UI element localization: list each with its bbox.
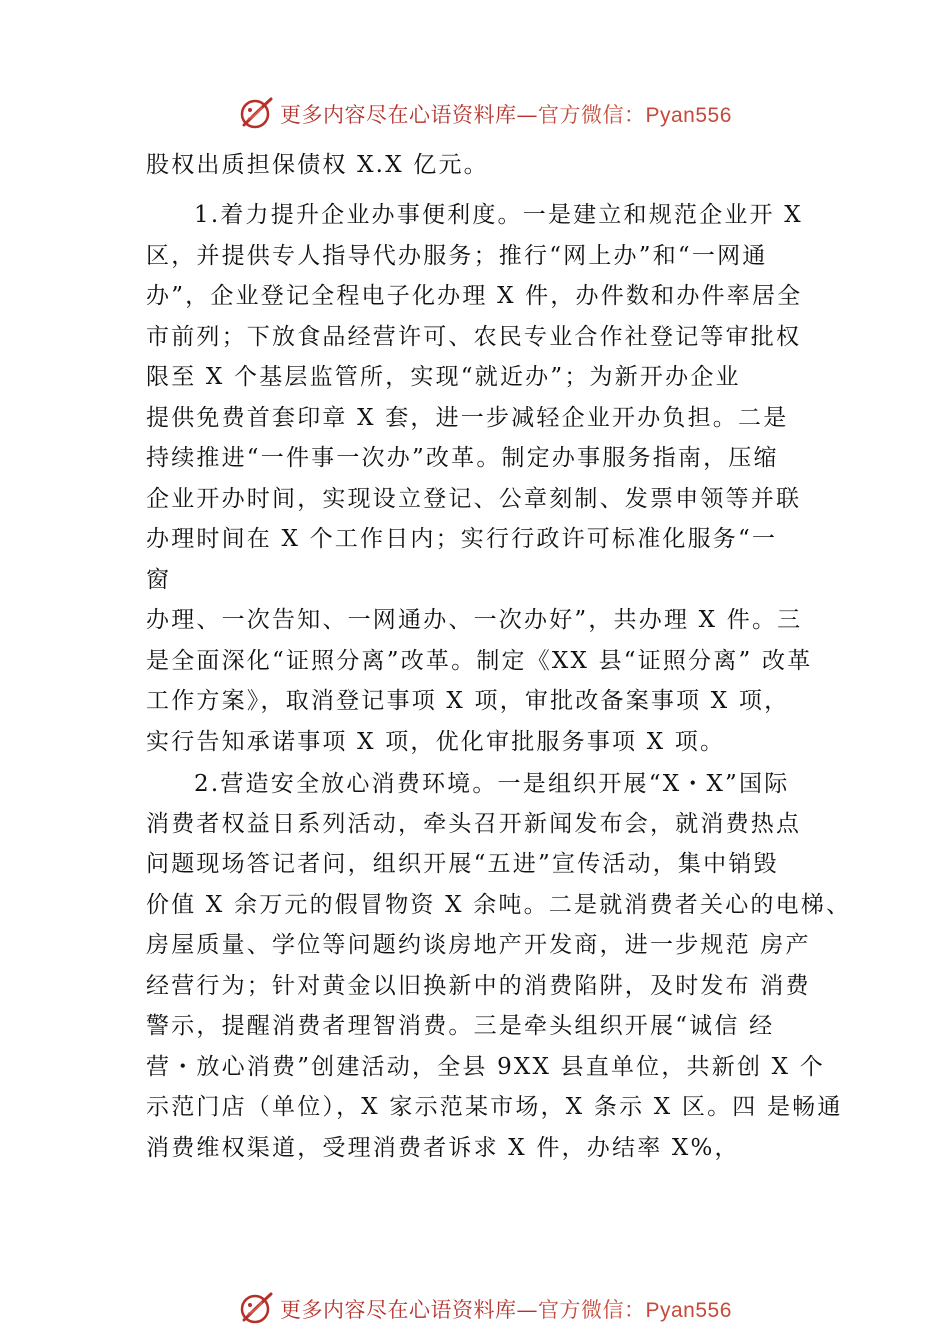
banner-text bbox=[280, 1294, 732, 1324]
text-line: 价值 X 余万元的假冒物资 X 余吨。二是就消费者关心的电梯、 bbox=[146, 892, 852, 918]
brush-logo-icon bbox=[238, 1290, 274, 1326]
text-line: 持续推进“一件事一次办”改革。制定办事服务指南，压缩 bbox=[146, 445, 779, 471]
banner-wechat-label: 官方微信： bbox=[538, 1298, 646, 1322]
banner-site-text: 更多内容尽在心语资料库 bbox=[280, 103, 517, 127]
text-line: 股权出质担保债权 X.X 亿元。 bbox=[146, 152, 489, 178]
text-line: 营・放心消费”创建活动，全县 9XX 县直单位，共新创 X 个 bbox=[146, 1054, 825, 1080]
text-line: 办理、一次告知、一网通办、一次办好”，共办理 X 件。三 bbox=[146, 607, 803, 633]
text-line: 窗 bbox=[146, 567, 172, 593]
text-line: 实行告知承诺事项 X 项，优化审批服务事项 X 项。 bbox=[146, 729, 726, 755]
banner-dash: — bbox=[516, 103, 538, 127]
text-line: 企业开办时间，实现设立登记、公章刻制、发票申领等并联 bbox=[146, 486, 802, 512]
text-line: 警示，提醒消费者理智消费。三是牵头组织开展“诚信 经 bbox=[146, 1013, 775, 1039]
banner-wechat-label: 官方微信： bbox=[538, 103, 646, 127]
text-line: 消费者权益日系列活动，牵头召开新闻发布会，就消费热点 bbox=[146, 811, 802, 837]
text-line: 办理时间在 X 个工作日内；实行行政许可标准化服务“一 bbox=[146, 526, 778, 552]
text-line: 房屋质量、学位等问题约谈房地产开发商，进一步规范 房产 bbox=[146, 932, 811, 958]
text-line: 工作方案》，取消登记事项 X 项，审批改备案事项 X 项， bbox=[146, 688, 790, 714]
header-banner bbox=[0, 93, 950, 133]
text-line: 消费维权渠道，受理消费者诉求 X 件，办结率 X%， bbox=[146, 1135, 740, 1161]
text-line: 问题现场答记者问，组织开展“五进”宣传活动，集中销毁 bbox=[146, 851, 779, 877]
banner-handle: Pyan556 bbox=[645, 104, 732, 127]
text-line: 是全面深化“证照分离”改革。制定《XX 县“证照分离” 改革 bbox=[146, 648, 813, 674]
text-line: 1.着力提升企业办事便利度。一是建立和规范企业开 X bbox=[194, 202, 803, 228]
banner-site-text: 更多内容尽在心语资料库 bbox=[280, 1298, 517, 1322]
text-line: 经营行为；针对黄金以旧换新中的消费陷阱，及时发布 消费 bbox=[146, 973, 811, 999]
banner-text bbox=[280, 99, 732, 129]
banner-dash: — bbox=[516, 1298, 538, 1322]
brush-logo-icon bbox=[238, 95, 274, 131]
text-line: 市前列；下放食品经营许可、农民专业合作社登记等审批权 bbox=[146, 324, 802, 350]
footer-banner bbox=[0, 1288, 950, 1328]
text-line: 提供免费首套印章 X 套，进一步减轻企业开办负担。二是 bbox=[146, 405, 789, 431]
banner-handle: Pyan556 bbox=[645, 1299, 732, 1322]
text-line: 区，并提供专人指导代办服务；推行“网上办”和“一网通 bbox=[146, 243, 768, 269]
text-line: 办”，企业登记全程电子化办理 X 件，办件数和办件率居全 bbox=[146, 283, 803, 309]
text-line: 限至 X 个基层监管所，实现“就近办”；为新开办企业 bbox=[146, 364, 741, 390]
text-line: 2.营造安全放心消费环境。一是组织开展“X・X”国际 bbox=[194, 771, 790, 797]
text-line: 示范门店（单位），X 家示范某市场，X 条示 X 区。四 是畅通 bbox=[146, 1094, 843, 1120]
